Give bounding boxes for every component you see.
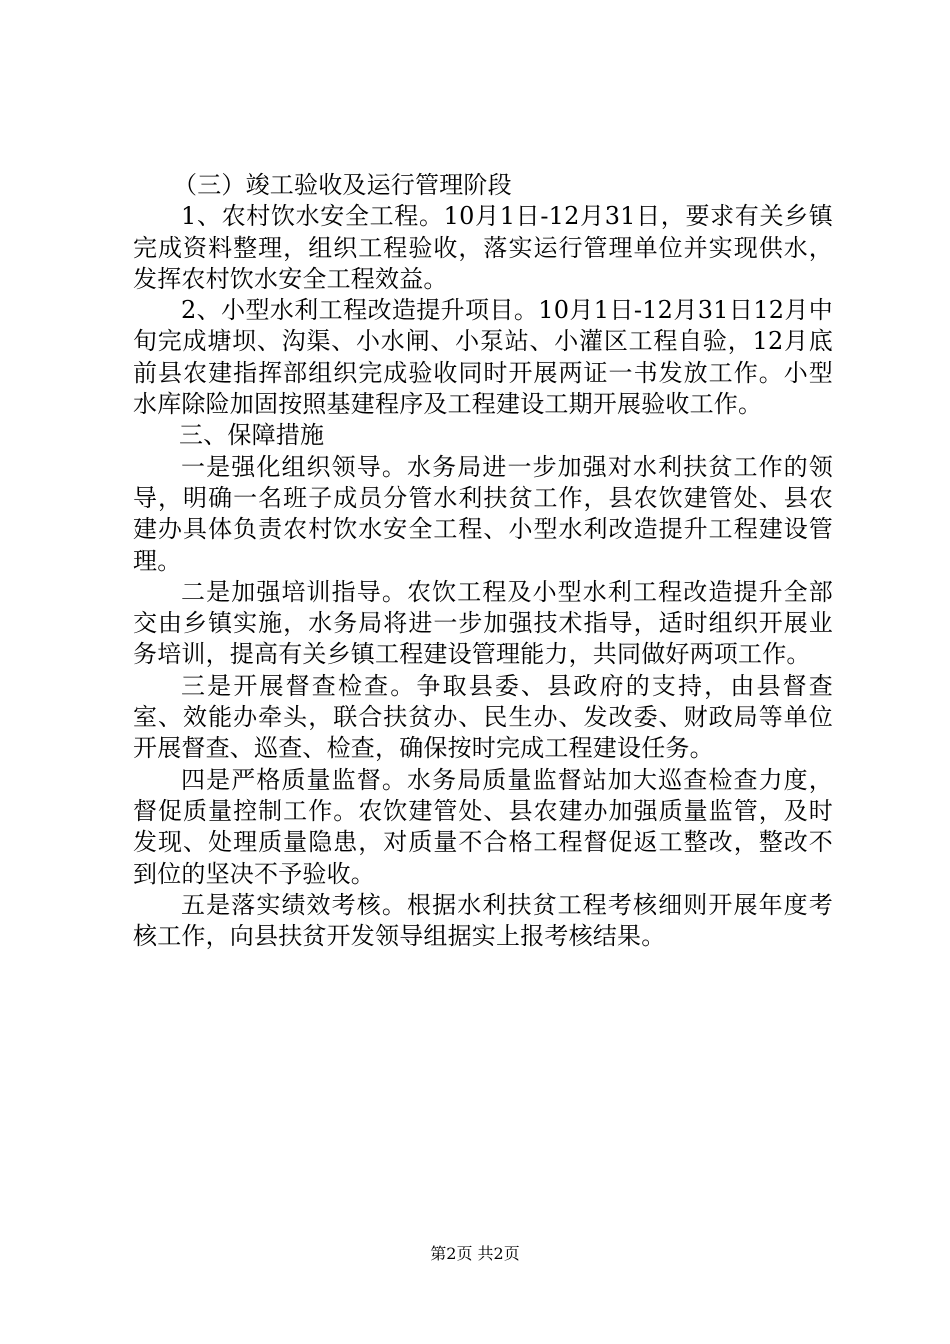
paragraph-measure-1: 一是强化组织领导。水务局进一步加强对水利扶贫工作的领导，明确一名班子成员分管水利扶贫工作，县农饮建管处、县农建办具体负责农村饮水安全工程、小型水利改造提升工程建设管理。 (133, 452, 833, 575)
page-number-label: 第2页 共2页 (430, 1244, 520, 1263)
paragraph-item-2: 2、小型水利工程改造提升项目。10月1日-12月31日12月中旬完成塘坝、沟渠、小水闸、小泵站、小灌区工程自验，12月底前县农建指挥部组织完成验收同时开展两证一书发放工作。小型水库除险加固按照基建程序及工程建设工期开展验收工作。 (133, 296, 833, 419)
paragraph-measure-3: 三是开展督查检查。争取县委、县政府的支持，由县督查室、效能办牵头，联合扶贫办、民生办、发改委、财政局等单位开展督查、巡查、检查，确保按时完成工程建设任务。 (133, 671, 833, 763)
document-body (133, 170, 833, 952)
paragraph-measure-5: 五是落实绩效考核。根据水利扶贫工程考核细则开展年度考核工作，向县扶贫开发领导组据实上报考核结果。 (133, 890, 833, 951)
page-footer (0, 1244, 950, 1264)
paragraph-measure-4: 四是严格质量监督。水务局质量监督站加大巡查检查力度，督促质量控制工作。农饮建管处、县农建办加强质量监管，及时发现、处理质量隐患，对质量不合格工程督促返工整改，整改不到位的坚决不予验收。 (133, 765, 833, 888)
section-3-heading: （三）竣工验收及运行管理阶段 (173, 171, 512, 199)
section-heading-safeguards: 三、保障措施 (179, 421, 325, 450)
paragraph-measure-2: 二是加强培训指导。农饮工程及小型水利工程改造提升全部交由乡镇实施，水务局将进一步加强技术指导，适时组织开展业务培训，提高有关乡镇工程建设管理能力，共同做好两项工作。 (133, 577, 833, 669)
paragraph-item-1: 1、农村饮水安全工程。10月1日-12月31日，要求有关乡镇完成资料整理，组织工程验收，落实运行管理单位并实现供水，发挥农村饮水安全工程效益。 (133, 202, 833, 293)
